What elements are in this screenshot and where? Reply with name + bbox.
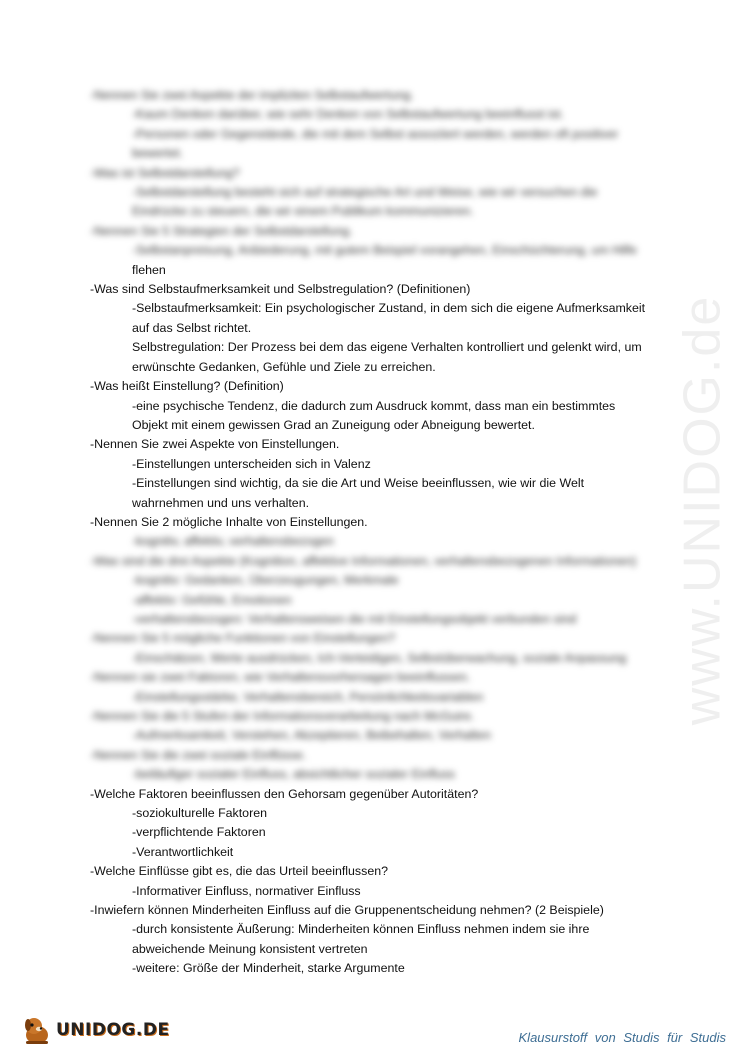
answer-line: -Selbstanpreisung, Anbiederung, mit gutem Beispiel vorangehen, Einschüchterung, um Hilfe (132, 243, 637, 258)
answer-line: -Informativer Einfluss, normativer Einfluss (132, 883, 361, 898)
answer-line: -Einstellungen sind wichtig, da sie die Art und Weise beeinflussen, wie wir die Welt (132, 476, 585, 491)
dog-mascot-icon (20, 1013, 54, 1047)
answer-line: auf das Selbst richtet. (132, 320, 252, 335)
question-line: -Was sind die drei Aspekte (Kognition, affektive Informationen, verhaltensbezogenen Informationen) (90, 553, 637, 568)
question-line: -Nennen Sie 2 mögliche Inhalte von Einstellungen. (90, 514, 368, 529)
question-line: -Nennen Sie 5 mögliche Funktionen von Einstellungen? (90, 631, 396, 646)
answer-line: abweichende Meinung konsistent vertreten (132, 941, 368, 956)
blurred-section-middle (90, 532, 670, 784)
answer-line: -Aufmerksamkeit, Verstehen, Akzeptieren, Beibehalten, Verhalten (132, 728, 491, 743)
question-line: -Was sind Selbstaufmerksamkeit und Selbstregulation? (Definitionen) (90, 282, 471, 297)
answer-line: -Personen oder Gegenstände, die mit dem Selbst assoziiert werden, werden oft positiver (132, 126, 619, 141)
answer-line: Selbstregulation: Der Prozess bei dem das eigene Verhalten kontrolliert und gelenkt wird, um (132, 340, 642, 355)
answer-line: Eindrücke zu steuern, die wir einem Publikum kommunizieren. (132, 204, 474, 219)
question-line: -Welche Einflüsse gibt es, die das Urteil beeinflussen? (90, 864, 388, 879)
question-line: -Nennen sie zwei Faktoren, wie Verhaltensvorhersagen beeinflussen. (90, 670, 471, 685)
answer-line: -kognitiv, affektiv, verhaltensbezogen (132, 534, 334, 549)
answer-line: -kognitiv: Gedanken, Überzeugungen, Merkmale (132, 573, 399, 588)
answer-line: Objekt mit einem gewissen Grad an Zuneigung oder Abneigung bewertet. (132, 417, 535, 432)
question-line: -Nennen Sie zwei Aspekte von Einstellungen. (90, 437, 340, 452)
answer-line: -eine psychische Tendenz, die dadurch zum Ausdruck kommt, dass man ein bestimmtes (132, 398, 616, 413)
answer-line: bewertet. (132, 146, 183, 161)
question-line: -Inwiefern können Minderheiten Einfluss auf die Gruppenentscheidung nehmen? (2 Beispiele) (90, 903, 604, 918)
blurred-section-top (90, 86, 670, 261)
watermark (662, 280, 742, 740)
footer-tagline: Klausurstoff von Studis für Studis (518, 1030, 726, 1045)
answer-line: -verpflichtende Faktoren (132, 825, 266, 840)
answer-line: -affektiv: Gefühle, Emotionen (132, 592, 292, 607)
answer-line: -beiläufiger sozialer Einfluss, absichtlicher sozialer Einfluss (132, 767, 455, 782)
answer-line: flehen (132, 262, 166, 277)
question-line: -Was heißt Einstellung? (Definition) (90, 379, 284, 394)
question-line: -Was ist Selbstdarstellung? (90, 165, 240, 180)
question-line: -Welche Faktoren beeinflussen den Gehorsam gegenüber Autoritäten? (90, 786, 479, 801)
question-line: -Nennen Sie 5 Strategien der Selbstdarstellung. (90, 223, 353, 238)
answer-line: -Selbstdarstellung besteht sich auf strategische Art und Weise, wie wir versuchen die (132, 185, 598, 200)
answer-line: -Einstellungsstärke, Verhaltensbereich, Persönlichkeitsvariablen (132, 689, 484, 704)
text-section-top (90, 261, 670, 533)
question-line: -Nennen Sie zwei Aspekte der impliziten Selbstaufwertung. (90, 88, 414, 102)
answer-line: -Verantwortlichkeit (132, 844, 234, 859)
answer-line: -durch konsistente Äußerung: Minderheiten können Einfluss nehmen indem sie ihre (132, 922, 590, 937)
answer-line: -soziokulturelle Faktoren (132, 806, 267, 821)
unidog-logo[interactable] (20, 1010, 170, 1050)
answer-line: -Einstellungen unterscheiden sich in Valenz (132, 456, 371, 471)
logo-text: UNIDOG.DE (56, 1020, 170, 1040)
text-section-bottom (90, 785, 670, 979)
watermark-text: www.UNIDOG.de (673, 294, 731, 726)
document-body (90, 86, 670, 979)
answer-line: wahrnehmen und uns verhalten. (132, 495, 310, 510)
answer-line: -verhaltensbezogen: Verhaltensweisen die mit Einstellungsobjekt verbunden sind (132, 611, 577, 626)
answer-line: erwünschte Gedanken, Gefühle und Ziele zu erreichen. (132, 359, 436, 374)
answer-line: -Kaum Denken darüber, wie sehr Denken von Selbstaufwertung beeinflusst ist. (132, 107, 564, 122)
question-line: -Nennen Sie die 5 Stufen der Informationsverarbeitung nach McGuire. (90, 709, 475, 723)
answer-line: -Selbstaufmerksamkeit: Ein psychologischer Zustand, in dem sich die eigene Aufmerksamkeit (132, 301, 646, 316)
answer-line: -weitere: Größe der Minderheit, starke Argumente (132, 961, 405, 976)
question-line: -Nennen Sie die zwei soziale Einflüsse. (90, 747, 307, 762)
answer-line: -Einschätzen, Werte ausdrücken, Ich-Verteidigen, Selbstüberwachung, soziale Anpassung (132, 650, 627, 665)
